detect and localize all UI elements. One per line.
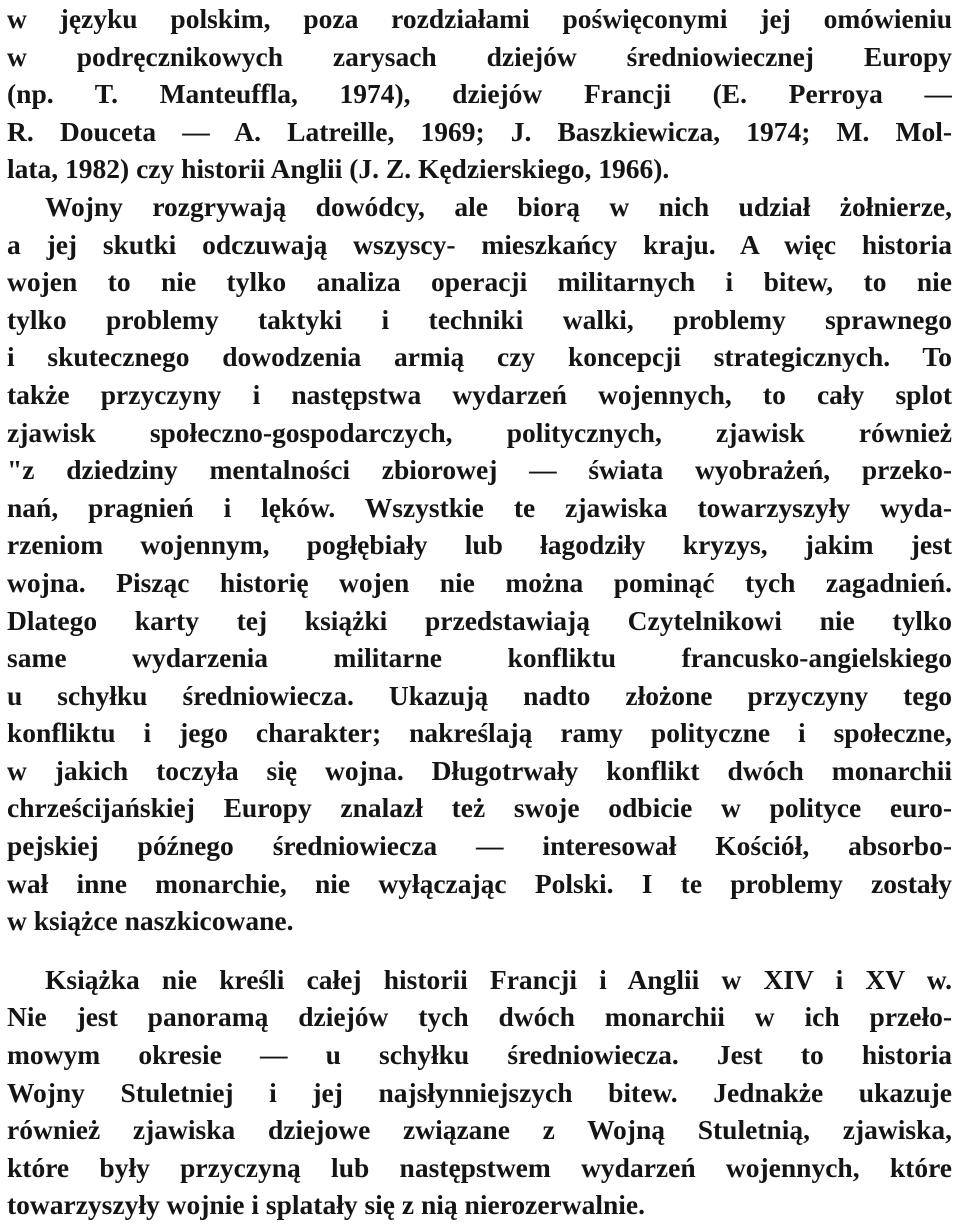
text-line: również zjawiska dziejowe związane z Wojną Stuletnią, zjawiska, <box>7 1114 952 1146</box>
text-line: lata, 1982) czy historii Anglii (J. Z. Kędzierskiego, 1966). <box>7 153 670 185</box>
text-line: w jakich toczyła się wojna. Długotrwały konflikt dwóch monarchii <box>7 754 952 786</box>
text-line: (np. T. Manteuffla, 1974), dziejów Francji (E. Perroya — <box>7 78 952 110</box>
text-line: R. Douceta — A. Latreille, 1969; J. Baszkiewicza, 1974; M. Mol- <box>7 115 952 147</box>
text-line: Wojny rozgrywają dowódcy, ale biorą w nich udział żołnierze, <box>45 190 952 222</box>
text-line: Dlatego karty tej książki przedstawiają Czytelnikowi nie tylko <box>7 604 952 636</box>
text-line: zjawisk społeczno-gospodarczych, politycznych, zjawisk również <box>7 416 952 448</box>
text-line: chrześcijańskiej Europy znalazł też swoje odbicie w polityce euro- <box>7 792 952 824</box>
text-line: wojna. Pisząc historię wojen nie można pominąć tych zagadnień. <box>7 566 952 598</box>
text-line: w książce naszkicowane. <box>7 905 294 937</box>
text-line: wał inne monarchie, nie wyłączając Polski. I te problemy zostały <box>7 867 952 899</box>
paragraph <box>7 188 952 940</box>
text-line: same wydarzenia militarne konfliktu francusko-angielskiego <box>7 642 952 674</box>
text-line: Wojny Stuletniej i jej najsłynniejszych bitew. Jednakże ukazuje <box>7 1076 952 1108</box>
document-page <box>7 0 952 1224</box>
text-line: Książka nie kreśli całej historii Francji i Anglii w XIV i XV w. <box>45 963 952 995</box>
paragraph <box>7 0 952 188</box>
paragraph-gap <box>7 940 952 961</box>
text-line: także przyczyny i następstwa wydarzeń wojennych, to cały splot <box>7 378 952 410</box>
text-line: w podręcznikowych zarysach dziejów średniowiecznej Europy <box>7 40 952 72</box>
text-line: u schyłku średniowiecza. Ukazują nadto złożone przyczyny tego <box>7 679 952 711</box>
text-line: pejskiej późnego średniowiecza — interesował Kościół, absorbo- <box>7 830 952 862</box>
text-line: towarzyszyły wojnie i splatały się z nią nierozerwalnie. <box>7 1189 646 1221</box>
text-line: i skutecznego dowodzenia armią czy koncepcji strategicznych. To <box>7 341 952 373</box>
text-line: w języku polskim, poza rozdziałami poświęconymi jej omówieniu <box>7 3 952 34</box>
paragraph <box>7 961 952 1224</box>
text-line: mowym okresie — u schyłku średniowiecza. Jest to historia <box>7 1039 952 1071</box>
text-line: tylko problemy taktyki i techniki walki, problemy sprawnego <box>7 303 952 335</box>
text-line: które były przyczyną lub następstwem wydarzeń wojennych, które <box>7 1151 952 1183</box>
text-line: "z dziedziny mentalności zbiorowej — świata wyobrażeń, przeko- <box>7 454 952 486</box>
text-line: konfliktu i jego charakter; nakreślają ramy polityczne i społeczne, <box>7 717 952 749</box>
text-line: a jej skutki odczuwają wszyscy- mieszkańcy kraju. A więc historia <box>7 228 952 260</box>
text-line: wojen to nie tylko analiza operacji militarnych i bitew, to nie <box>7 266 952 298</box>
text-line: nań, pragnień i lęków. Wszystkie te zjawiska towarzyszyły wyda- <box>7 491 952 523</box>
text-line: Nie jest panoramą dziejów tych dwóch monarchii w ich przeło- <box>7 1001 952 1033</box>
text-line: rzeniom wojennym, pogłębiały lub łagodziły kryzys, jakim jest <box>7 529 952 561</box>
